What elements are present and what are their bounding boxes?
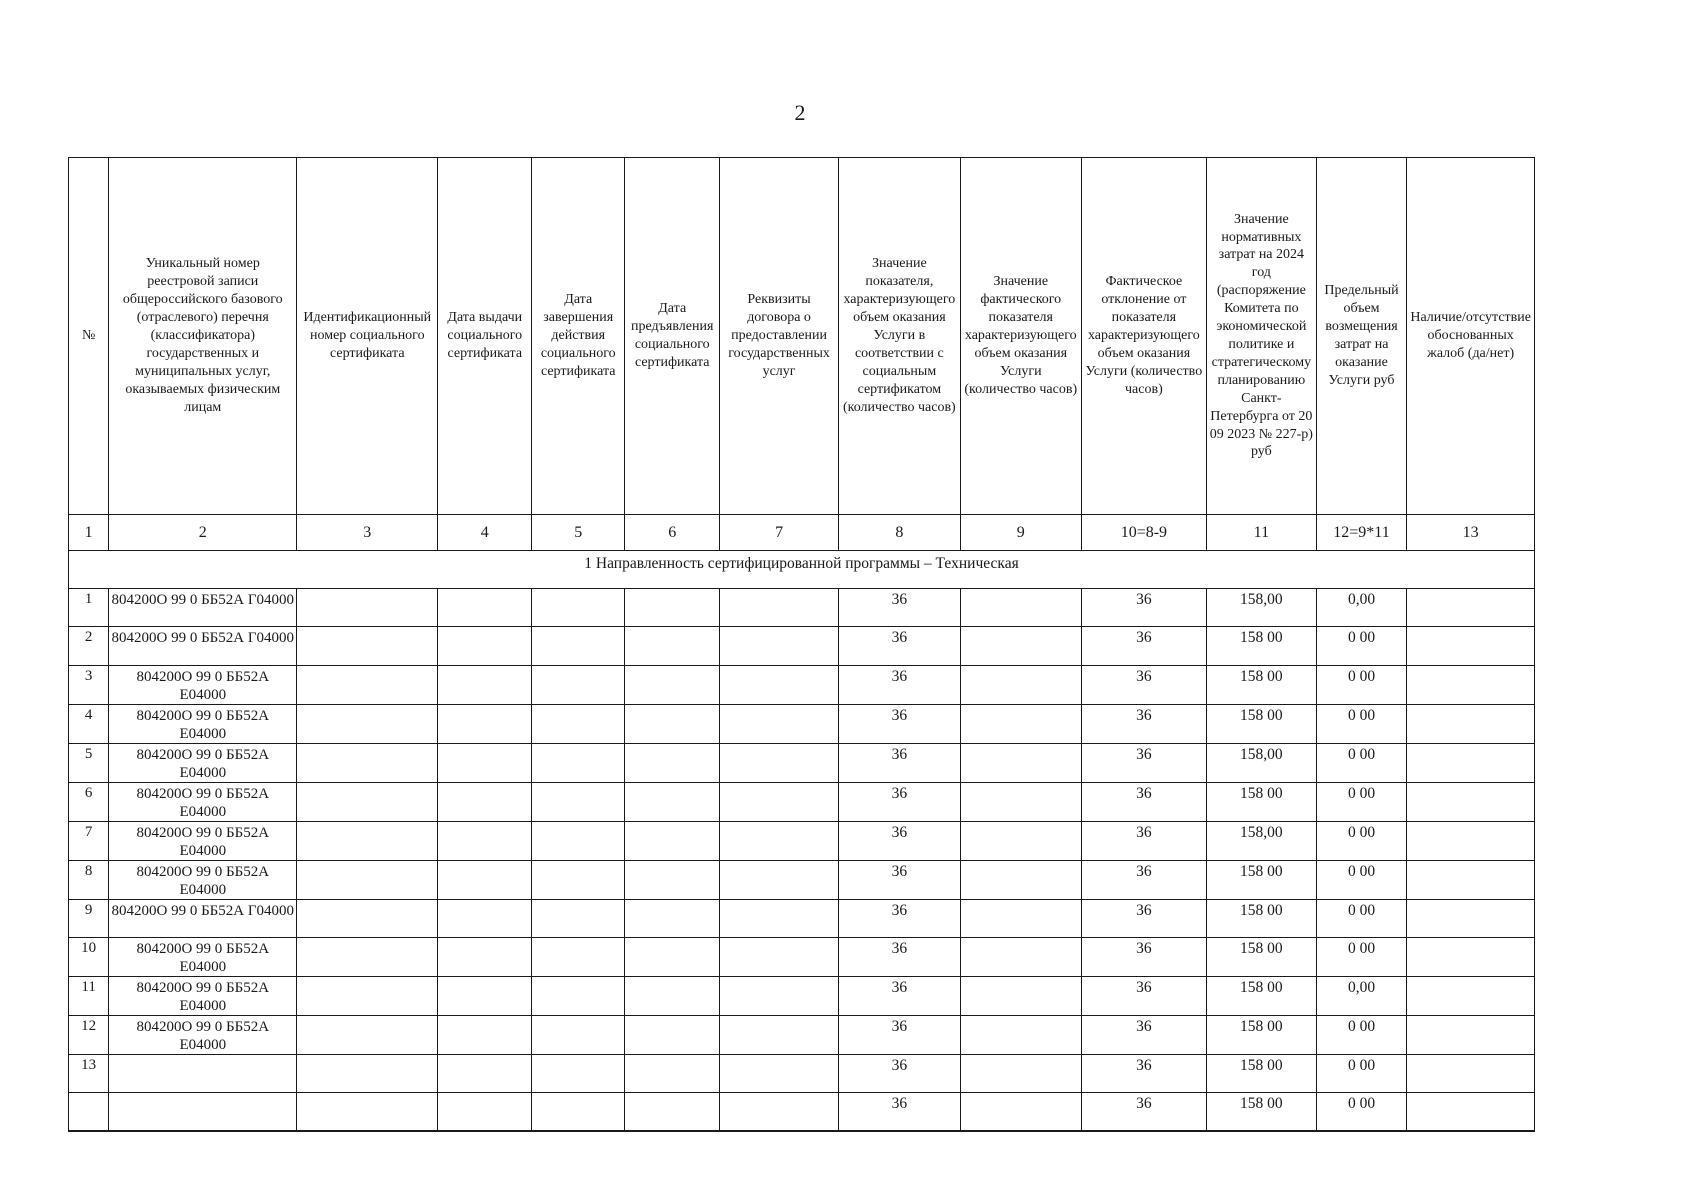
certificate-id-cell — [297, 782, 438, 821]
max-reimbursement-cell: 0 00 — [1316, 1093, 1407, 1131]
certificate-id-cell — [297, 627, 438, 665]
max-reimbursement-cell: 0,00 — [1316, 589, 1407, 627]
column-header-2: Уникальный номер реестровой записи общероссийского базового (отраслевого) перечня (классификатора) государственных и муниципальных услуг, оказываемых физическим лицам — [109, 158, 297, 515]
actual-hours-cell — [960, 860, 1081, 899]
certificate-id-cell — [297, 743, 438, 782]
row-number-cell: 11 — [69, 976, 109, 1015]
table-row — [69, 782, 1535, 821]
max-reimbursement-cell: 0,00 — [1316, 976, 1407, 1015]
complaints-cell — [1407, 821, 1535, 860]
registry-code-cell: 804200О 99 0 ББ52А Е04000 — [109, 782, 297, 821]
hours-deviation-cell: 36 — [1081, 821, 1206, 860]
table-row — [69, 704, 1535, 743]
column-header-7: Реквизиты договора о предоставлении государственных услуг — [720, 158, 839, 515]
presentation-date-cell — [625, 665, 720, 704]
column-header-13: Наличие/отсутствие обоснованных жалоб (да/нет) — [1407, 158, 1535, 515]
planned-hours-cell: 36 — [838, 665, 960, 704]
row-number-cell: 3 — [69, 665, 109, 704]
row-number-cell: 2 — [69, 627, 109, 665]
planned-hours-cell: 36 — [838, 821, 960, 860]
hours-deviation-cell: 36 — [1081, 743, 1206, 782]
registry-code-cell: 804200О 99 0 ББ52А Е04000 — [109, 665, 297, 704]
normative-cost-cell: 158 00 — [1207, 782, 1317, 821]
contract-details-cell — [720, 743, 839, 782]
complaints-cell — [1407, 704, 1535, 743]
certificate-id-cell — [297, 821, 438, 860]
column-number-11: 11 — [1207, 515, 1317, 551]
end-date-cell — [532, 937, 625, 976]
complaints-cell — [1407, 665, 1535, 704]
end-date-cell — [532, 665, 625, 704]
row-number-cell: 13 — [69, 1054, 109, 1092]
end-date-cell — [532, 976, 625, 1015]
max-reimbursement-cell: 0 00 — [1316, 821, 1407, 860]
actual-hours-cell — [960, 899, 1081, 937]
certificate-id-cell — [297, 1015, 438, 1054]
planned-hours-cell: 36 — [838, 860, 960, 899]
certificate-id-cell — [297, 1054, 438, 1092]
registry-code-cell: 804200О 99 0 ББ52А Е04000 — [109, 743, 297, 782]
contract-details-cell — [720, 1093, 839, 1131]
column-number-row — [69, 515, 1535, 551]
row-number-cell: 7 — [69, 821, 109, 860]
actual-hours-cell — [960, 627, 1081, 665]
normative-cost-cell: 158 00 — [1207, 899, 1317, 937]
hours-deviation-cell: 36 — [1081, 665, 1206, 704]
certificates-table — [68, 157, 1535, 1132]
table-row — [69, 937, 1535, 976]
registry-code-cell: 804200О 99 0 ББ52А Е04000 — [109, 976, 297, 1015]
complaints-cell — [1407, 899, 1535, 937]
max-reimbursement-cell: 0 00 — [1316, 1054, 1407, 1092]
presentation-date-cell — [625, 627, 720, 665]
contract-details-cell — [720, 782, 839, 821]
end-date-cell — [532, 821, 625, 860]
column-number-4: 4 — [438, 515, 532, 551]
planned-hours-cell: 36 — [838, 782, 960, 821]
hours-deviation-cell: 36 — [1081, 1015, 1206, 1054]
planned-hours-cell: 36 — [838, 627, 960, 665]
normative-cost-cell: 158 00 — [1207, 937, 1317, 976]
table-row — [69, 1015, 1535, 1054]
actual-hours-cell — [960, 976, 1081, 1015]
registry-code-cell: 804200О 99 0 ББ52А Е04000 — [109, 821, 297, 860]
column-number-6: 6 — [625, 515, 720, 551]
end-date-cell — [532, 1093, 625, 1131]
complaints-cell — [1407, 627, 1535, 665]
presentation-date-cell — [625, 704, 720, 743]
certificate-id-cell — [297, 665, 438, 704]
hours-deviation-cell: 36 — [1081, 589, 1206, 627]
registry-code-cell: 804200О 99 0 ББ52А Г04000 — [109, 627, 297, 665]
hours-deviation-cell: 36 — [1081, 899, 1206, 937]
contract-details-cell — [720, 860, 839, 899]
presentation-date-cell — [625, 899, 720, 937]
table-row — [69, 1093, 1535, 1131]
planned-hours-cell: 36 — [838, 704, 960, 743]
hours-deviation-cell: 36 — [1081, 782, 1206, 821]
registry-code-cell: 804200О 99 0 ББ52А Е04000 — [109, 1015, 297, 1054]
normative-cost-cell: 158 00 — [1207, 627, 1317, 665]
normative-cost-cell: 158 00 — [1207, 1093, 1317, 1131]
planned-hours-cell: 36 — [838, 937, 960, 976]
presentation-date-cell — [625, 1015, 720, 1054]
row-number-cell: 9 — [69, 899, 109, 937]
issue-date-cell — [438, 589, 532, 627]
row-number-cell: 6 — [69, 782, 109, 821]
row-number-cell — [69, 1093, 109, 1131]
end-date-cell — [532, 704, 625, 743]
column-header-4: Дата выдачи социального сертификата — [438, 158, 532, 515]
registry-code-cell: 804200О 99 0 ББ52А Е04000 — [109, 860, 297, 899]
planned-hours-cell: 36 — [838, 1054, 960, 1092]
complaints-cell — [1407, 589, 1535, 627]
column-number-8: 8 — [838, 515, 960, 551]
issue-date-cell — [438, 665, 532, 704]
section-title: 1 Направленность сертифицированной программы – Техническая — [69, 551, 1535, 589]
column-number-1: 1 — [69, 515, 109, 551]
issue-date-cell — [438, 821, 532, 860]
complaints-cell — [1407, 1054, 1535, 1092]
actual-hours-cell — [960, 782, 1081, 821]
column-header-6: Дата предъявления социального сертификата — [625, 158, 720, 515]
complaints-cell — [1407, 1093, 1535, 1131]
table-row — [69, 627, 1535, 665]
table-row — [69, 743, 1535, 782]
certificate-id-cell — [297, 1093, 438, 1131]
hours-deviation-cell: 36 — [1081, 627, 1206, 665]
end-date-cell — [532, 899, 625, 937]
max-reimbursement-cell: 0 00 — [1316, 937, 1407, 976]
max-reimbursement-cell: 0 00 — [1316, 704, 1407, 743]
end-date-cell — [532, 860, 625, 899]
max-reimbursement-cell: 0 00 — [1316, 1015, 1407, 1054]
normative-cost-cell: 158 00 — [1207, 1015, 1317, 1054]
issue-date-cell — [438, 704, 532, 743]
contract-details-cell — [720, 1015, 839, 1054]
planned-hours-cell: 36 — [838, 899, 960, 937]
contract-details-cell — [720, 976, 839, 1015]
row-number-cell: 5 — [69, 743, 109, 782]
issue-date-cell — [438, 899, 532, 937]
registry-code-cell — [109, 1054, 297, 1092]
actual-hours-cell — [960, 589, 1081, 627]
contract-details-cell — [720, 665, 839, 704]
end-date-cell — [532, 589, 625, 627]
column-header-1: № — [69, 158, 109, 515]
table-row — [69, 976, 1535, 1015]
actual-hours-cell — [960, 821, 1081, 860]
issue-date-cell — [438, 1015, 532, 1054]
column-number-5: 5 — [532, 515, 625, 551]
hours-deviation-cell: 36 — [1081, 1093, 1206, 1131]
max-reimbursement-cell: 0 00 — [1316, 743, 1407, 782]
column-number-9: 9 — [960, 515, 1081, 551]
complaints-cell — [1407, 860, 1535, 899]
presentation-date-cell — [625, 1054, 720, 1092]
planned-hours-cell: 36 — [838, 976, 960, 1015]
row-number-cell: 8 — [69, 860, 109, 899]
normative-cost-cell: 158,00 — [1207, 589, 1317, 627]
max-reimbursement-cell: 0 00 — [1316, 627, 1407, 665]
column-number-7: 7 — [720, 515, 839, 551]
column-header-11: Значение нормативных затрат на 2024 год (распоряжение Комитета по экономической политике и стратегическому планированию Санкт-Петербурга от 20 09 2023 № 227-р) руб — [1207, 158, 1317, 515]
table-row — [69, 821, 1535, 860]
contract-details-cell — [720, 1054, 839, 1092]
column-header-9: Значение фактического показателя характеризующего объем оказания Услуги (количество часов) — [960, 158, 1081, 515]
issue-date-cell — [438, 976, 532, 1015]
actual-hours-cell — [960, 1054, 1081, 1092]
issue-date-cell — [438, 860, 532, 899]
presentation-date-cell — [625, 782, 720, 821]
contract-details-cell — [720, 821, 839, 860]
table-row — [69, 1054, 1535, 1092]
hours-deviation-cell: 36 — [1081, 860, 1206, 899]
contract-details-cell — [720, 937, 839, 976]
column-number-10: 10=8-9 — [1081, 515, 1206, 551]
normative-cost-cell: 158,00 — [1207, 821, 1317, 860]
issue-date-cell — [438, 937, 532, 976]
end-date-cell — [532, 782, 625, 821]
end-date-cell — [532, 627, 625, 665]
column-header-12: Предельный объем возмещения затрат на оказание Услуги руб — [1316, 158, 1407, 515]
certificate-id-cell — [297, 589, 438, 627]
issue-date-cell — [438, 1093, 532, 1131]
registry-code-cell: 804200О 99 0 ББ52А Е04000 — [109, 704, 297, 743]
table-row — [69, 665, 1535, 704]
complaints-cell — [1407, 743, 1535, 782]
hours-deviation-cell: 36 — [1081, 937, 1206, 976]
max-reimbursement-cell: 0 00 — [1316, 860, 1407, 899]
contract-details-cell — [720, 627, 839, 665]
end-date-cell — [532, 1015, 625, 1054]
presentation-date-cell — [625, 589, 720, 627]
issue-date-cell — [438, 782, 532, 821]
certificate-id-cell — [297, 937, 438, 976]
presentation-date-cell — [625, 937, 720, 976]
column-number-13: 13 — [1407, 515, 1535, 551]
presentation-date-cell — [625, 976, 720, 1015]
normative-cost-cell: 158,00 — [1207, 743, 1317, 782]
table-row — [69, 589, 1535, 627]
section-row — [69, 551, 1535, 589]
max-reimbursement-cell: 0 00 — [1316, 899, 1407, 937]
contract-details-cell — [720, 899, 839, 937]
registry-code-cell: 804200О 99 0 ББ52А Е04000 — [109, 937, 297, 976]
actual-hours-cell — [960, 665, 1081, 704]
registry-code-cell: 804200О 99 0 ББ52А Г04000 — [109, 589, 297, 627]
complaints-cell — [1407, 1015, 1535, 1054]
row-number-cell: 10 — [69, 937, 109, 976]
hours-deviation-cell: 36 — [1081, 976, 1206, 1015]
issue-date-cell — [438, 627, 532, 665]
actual-hours-cell — [960, 743, 1081, 782]
planned-hours-cell: 36 — [838, 1015, 960, 1054]
page-number: 2 — [794, 100, 806, 125]
certificate-id-cell — [297, 704, 438, 743]
normative-cost-cell: 158 00 — [1207, 1054, 1317, 1092]
complaints-cell — [1407, 937, 1535, 976]
certificate-id-cell — [297, 860, 438, 899]
hours-deviation-cell: 36 — [1081, 704, 1206, 743]
table-row — [69, 860, 1535, 899]
planned-hours-cell: 36 — [838, 1093, 960, 1131]
planned-hours-cell: 36 — [838, 589, 960, 627]
column-number-3: 3 — [297, 515, 438, 551]
normative-cost-cell: 158 00 — [1207, 860, 1317, 899]
hours-deviation-cell: 36 — [1081, 1054, 1206, 1092]
column-header-8: Значение показателя, характеризующего объем оказания Услуги в соответствии с социальным сертификатом (количество часов) — [838, 158, 960, 515]
row-number-cell: 1 — [69, 589, 109, 627]
column-header-3: Идентификационный номер социального сертификата — [297, 158, 438, 515]
presentation-date-cell — [625, 743, 720, 782]
issue-date-cell — [438, 1054, 532, 1092]
registry-code-cell: 804200О 99 0 ББ52А Г04000 — [109, 899, 297, 937]
certificate-id-cell — [297, 976, 438, 1015]
normative-cost-cell: 158 00 — [1207, 704, 1317, 743]
complaints-cell — [1407, 782, 1535, 821]
normative-cost-cell: 158 00 — [1207, 665, 1317, 704]
column-header-10: Фактическое отклонение от показателя характеризующего объем оказания Услуги (количество часов) — [1081, 158, 1206, 515]
actual-hours-cell — [960, 1015, 1081, 1054]
row-number-cell: 12 — [69, 1015, 109, 1054]
max-reimbursement-cell: 0 00 — [1316, 782, 1407, 821]
presentation-date-cell — [625, 860, 720, 899]
column-number-12: 12=9*11 — [1316, 515, 1407, 551]
row-number-cell: 4 — [69, 704, 109, 743]
presentation-date-cell — [625, 821, 720, 860]
max-reimbursement-cell: 0 00 — [1316, 665, 1407, 704]
table-row — [69, 899, 1535, 937]
registry-code-cell — [109, 1093, 297, 1131]
actual-hours-cell — [960, 704, 1081, 743]
table-header-row — [69, 158, 1535, 515]
column-number-2: 2 — [109, 515, 297, 551]
complaints-cell — [1407, 976, 1535, 1015]
end-date-cell — [532, 1054, 625, 1092]
planned-hours-cell: 36 — [838, 743, 960, 782]
issue-date-cell — [438, 743, 532, 782]
presentation-date-cell — [625, 1093, 720, 1131]
column-header-5: Дата завершения действия социального сертификата — [532, 158, 625, 515]
actual-hours-cell — [960, 1093, 1081, 1131]
actual-hours-cell — [960, 937, 1081, 976]
certificate-id-cell — [297, 899, 438, 937]
normative-cost-cell: 158 00 — [1207, 976, 1317, 1015]
contract-details-cell — [720, 704, 839, 743]
end-date-cell — [532, 743, 625, 782]
contract-details-cell — [720, 589, 839, 627]
